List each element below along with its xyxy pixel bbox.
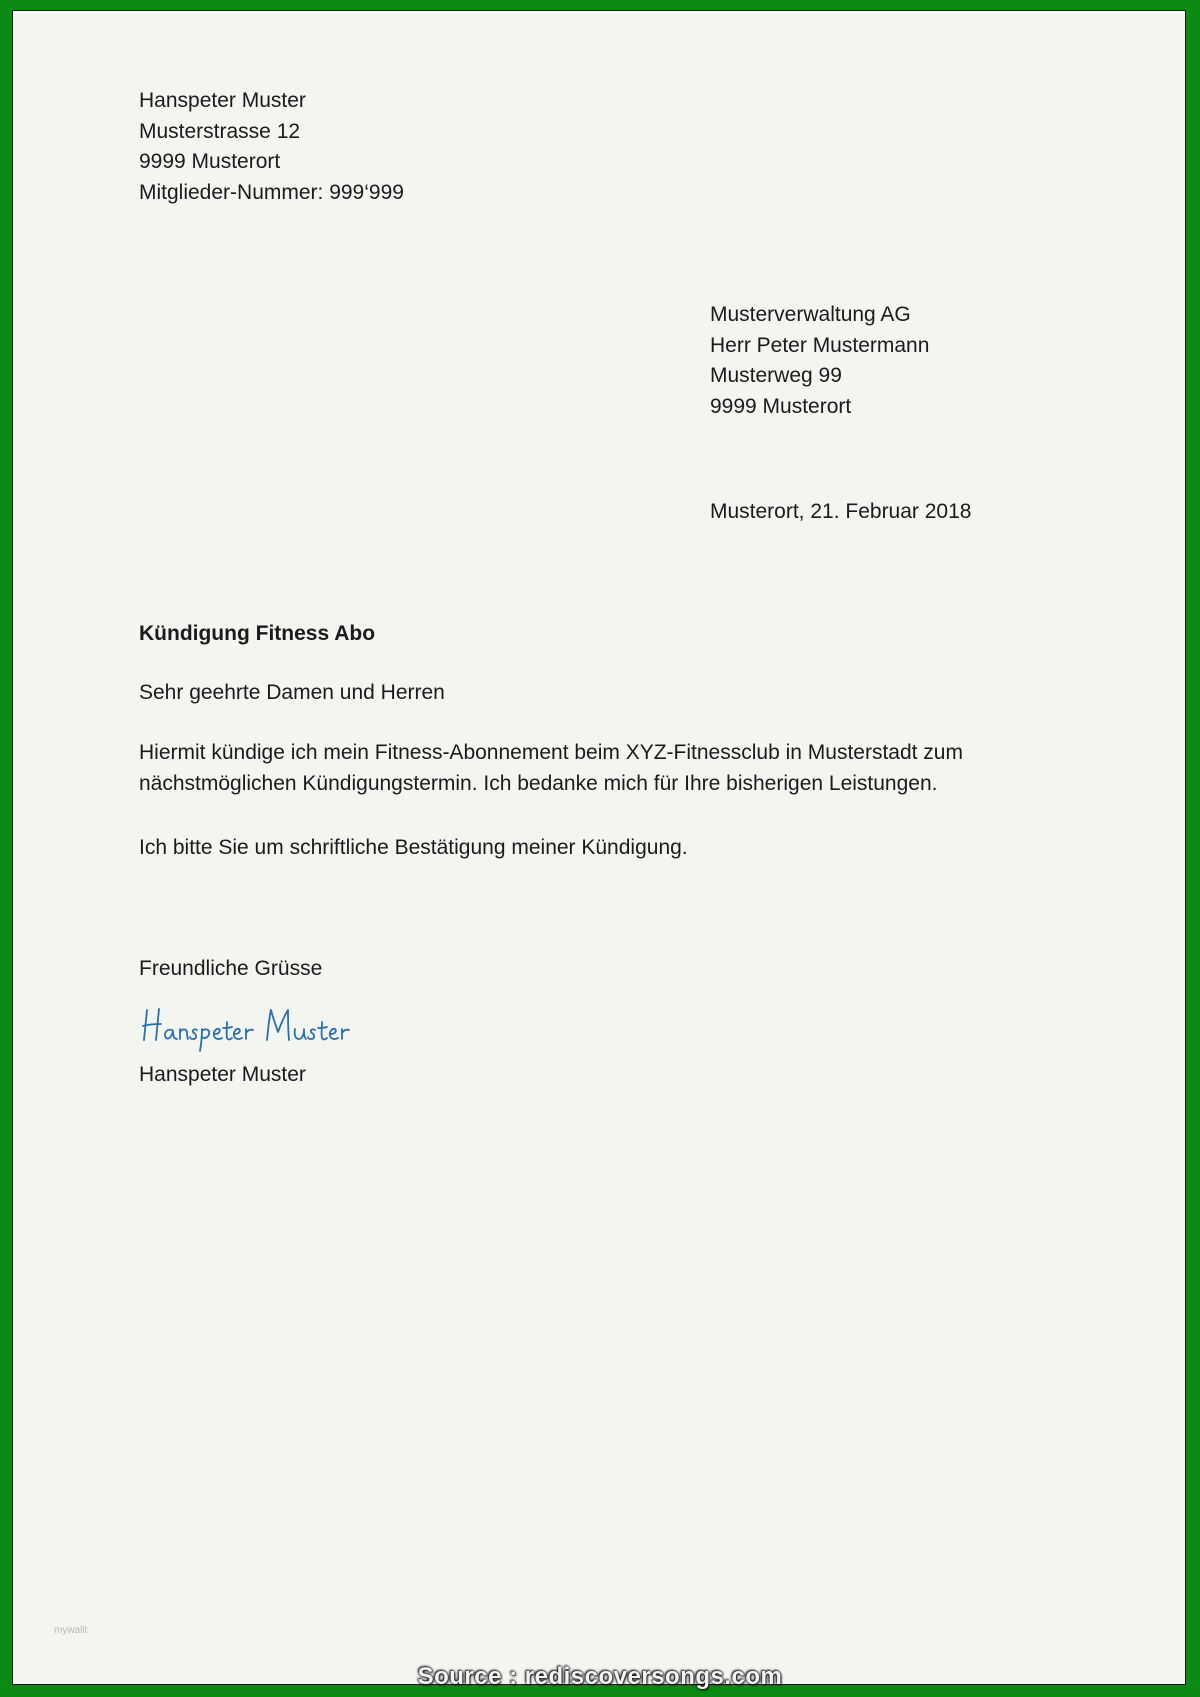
closing-phrase: Freundliche Grüsse	[139, 957, 323, 980]
recipient-city: 9999 Musterort	[710, 394, 852, 418]
sender-city: 9999 Musterort	[139, 150, 281, 173]
letter-subject: Kündigung Fitness Abo	[139, 622, 376, 645]
handwritten-signature	[139, 996, 399, 1056]
salutation: Sehr geehrte Damen und Herren	[139, 681, 445, 704]
body-paragraph-2: Ich bitte Sie um schriftliche Bestätigung meiner Kündigung.	[139, 836, 688, 859]
body-paragraph-1-line-2: nächstmöglichen Kündigungstermin. Ich bedanke mich für Ihre bisherigen Leistungen.	[139, 771, 938, 795]
letter-page	[12, 10, 1186, 1685]
recipient-contact: Herr Peter Mustermann	[710, 333, 930, 357]
sender-street: Musterstrasse 12	[139, 119, 301, 143]
sender-name: Hanspeter Muster	[139, 89, 306, 112]
sender-member-number: Mitglieder-Nummer: 999‘999	[139, 180, 404, 204]
source-caption: Source : rediscoversongs.com	[417, 1663, 783, 1690]
recipient-company: Musterverwaltung AG	[710, 303, 911, 326]
body-paragraph-1	[139, 738, 963, 799]
place-date: Musterort, 21. Februar 2018	[710, 500, 972, 523]
recipient-address	[710, 300, 929, 422]
sender-address	[139, 86, 404, 208]
printed-name: Hanspeter Muster	[139, 1063, 306, 1086]
body-paragraph-1-line-1: Hiermit kündige ich mein Fitness-Abonnement beim XYZ-Fitnessclub in Musterstadt zum	[139, 741, 963, 764]
footer-watermark: mywalit	[54, 1625, 88, 1636]
recipient-street: Musterweg 99	[710, 364, 842, 387]
